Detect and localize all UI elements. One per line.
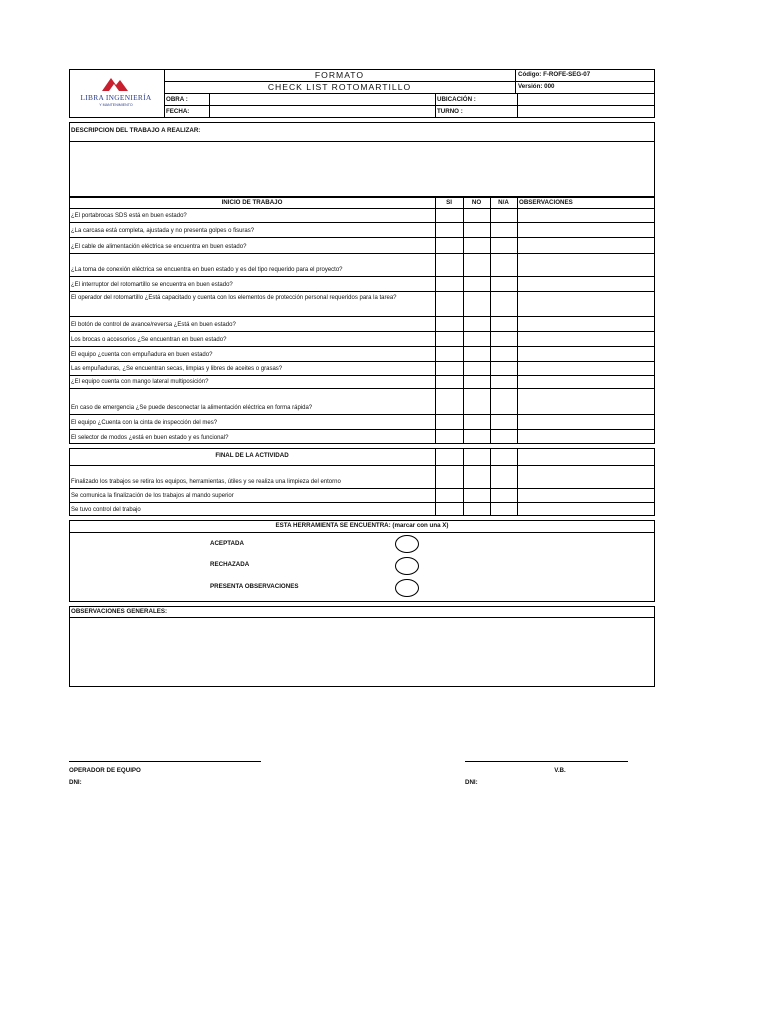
final-item-3-no-cell[interactable] [464, 503, 489, 515]
inicio-item-10-obs-cell[interactable] [518, 362, 654, 374]
inicio-item-3-obs-cell[interactable] [518, 238, 654, 252]
inicio-item-12-si-cell[interactable] [436, 389, 462, 413]
inicio-item-5-na-cell[interactable] [491, 277, 516, 290]
inicio-item-10-na-cell[interactable] [491, 362, 516, 374]
final-item-2-obs-cell[interactable] [518, 489, 654, 501]
document-version: Versión: 000 [518, 83, 555, 90]
ubicacion-field[interactable] [518, 94, 654, 105]
form-label: FORMATO [314, 70, 365, 80]
col-obs-header: OBSERVACIONES [519, 199, 573, 206]
operator-dni-label: DNI: [69, 779, 82, 786]
inicio-item-11-obs-cell[interactable] [518, 376, 654, 387]
inicio-item-12: En caso de emergencia ¿Se puede desconectar la alimentación eléctrica en forma rápida? [71, 405, 313, 411]
inicio-item-11-na-cell[interactable] [491, 376, 516, 387]
general-observations-label: OBSERVACIONES GENERALES: [71, 608, 168, 615]
option-aceptada-label: ACEPTADA [210, 540, 244, 547]
inicio-item-6-na-cell[interactable] [491, 292, 516, 315]
obra-field[interactable] [210, 94, 434, 105]
option-rechazada-label: RECHAZADA [210, 561, 250, 568]
final-item-2-na-cell[interactable] [491, 489, 516, 501]
inicio-item-2-si-cell[interactable] [436, 223, 462, 236]
inicio-item-13-na-cell[interactable] [491, 415, 516, 428]
ubicacion-label: UBICACIÓN : [437, 96, 476, 103]
inicio-item-2: ¿La carcasa está completa, ajustada y no presenta golpes o fisuras? [71, 228, 255, 234]
logo-name: LIBRA INGENIERÍA [80, 93, 152, 102]
inicio-item-5-obs-cell[interactable] [518, 277, 654, 290]
final-item-1: Finalizado los trabajos se retira los equipos, herramientas, útiles y se realiza una limpieza del entorno [71, 479, 341, 485]
col-si-header: SI [446, 199, 452, 206]
inicio-item-5-no-cell[interactable] [464, 277, 489, 290]
inicio-item-14-obs-cell[interactable] [518, 430, 654, 443]
obra-label: OBRA : [166, 96, 188, 103]
inicio-item-4-no-cell[interactable] [464, 254, 489, 275]
inicio-item-1-na-cell[interactable] [491, 209, 516, 221]
final-item-3-obs-cell[interactable] [518, 503, 654, 515]
vb-dni-label: DNI: [465, 779, 478, 786]
inicio-item-10: Las empuñaduras, ¿Se encuentran secas, limpias y libres de aceites o grasas? [71, 366, 283, 372]
col-no-header: NO [471, 199, 482, 206]
inicio-item-1-obs-cell[interactable] [518, 209, 654, 221]
inicio-item-3: ¿El cable de alimentación eléctrica se encuentra en buen estado? [71, 244, 247, 250]
form-title: CHECK LIST ROTOMARTILLO [267, 82, 412, 92]
inicio-item-14: El selector de modos ¿está en buen estado y es funcional? [71, 435, 229, 441]
option-observaciones-circle[interactable] [395, 579, 419, 597]
operator-label: OPERADOR DE EQUIPO [69, 767, 141, 774]
inicio-item-7-obs-cell[interactable] [518, 317, 654, 330]
status-heading: ESTA HERRAMIENTA SE ENCUENTRA: (marcar con una X) [275, 522, 449, 529]
vb-signature-line[interactable] [465, 761, 628, 762]
inicio-item-1-si-cell[interactable] [436, 209, 462, 221]
description-field[interactable] [70, 142, 654, 196]
inicio-item-13-no-cell[interactable] [464, 415, 489, 428]
inicio-item-13-si-cell[interactable] [436, 415, 462, 428]
inicio-item-6-no-cell[interactable] [464, 292, 489, 315]
inicio-item-9-si-cell[interactable] [436, 347, 462, 360]
turno-field[interactable] [518, 106, 654, 117]
inicio-item-2-no-cell[interactable] [464, 223, 489, 236]
logo-mountain-icon [100, 76, 130, 92]
logo-tagline: Y MANTENIMIENTO [99, 103, 133, 107]
inicio-item-12-obs-cell[interactable] [518, 389, 654, 413]
inicio-item-5: ¿El interruptor del rotomartillo se encuentra en buen estado? [71, 282, 233, 288]
inicio-item-14-na-cell[interactable] [491, 430, 516, 443]
inicio-item-2-na-cell[interactable] [491, 223, 516, 236]
general-observations-field[interactable] [70, 618, 654, 686]
inicio-item-9-obs-cell[interactable] [518, 347, 654, 360]
company-logo [72, 74, 160, 114]
inicio-item-4-si-cell[interactable] [436, 254, 462, 275]
inicio-item-8-na-cell[interactable] [491, 332, 516, 345]
inicio-item-12-na-cell[interactable] [491, 389, 516, 413]
inicio-item-7-no-cell[interactable] [464, 317, 489, 330]
col-na-header: N/A [498, 199, 509, 206]
inicio-item-4-obs-cell[interactable] [518, 254, 654, 275]
inicio-item-11: ¿El equipo cuenta con mango lateral multiposición? [71, 379, 209, 385]
inicio-item-6-si-cell[interactable] [436, 292, 462, 315]
inicio-item-7: El botón de control de avance/reversa ¿Está en buen estado? [71, 322, 236, 328]
inicio-item-8-obs-cell[interactable] [518, 332, 654, 345]
option-rechazada-circle[interactable] [395, 557, 419, 575]
fecha-label: FECHA: [166, 108, 190, 115]
inicio-item-14-no-cell[interactable] [464, 430, 489, 443]
inicio-item-4: ¿La toma de conexión eléctrica se encuentra en buen estado y es del tipo requerido para el proyecto? [71, 267, 343, 273]
operator-signature-line[interactable] [69, 761, 261, 762]
final-item-3: Se tuvo control del trabajo [71, 507, 141, 513]
inicio-item-1: ¿El portabrocas SDS está en buen estado? [71, 213, 187, 219]
inicio-item-11-no-cell[interactable] [464, 376, 489, 387]
inicio-item-4-na-cell[interactable] [491, 254, 516, 275]
turno-label: TURNO : [437, 108, 463, 115]
inicio-item-6-obs-cell[interactable] [518, 292, 654, 315]
vb-label: V.B. [554, 767, 566, 774]
inicio-item-3-si-cell[interactable] [436, 238, 462, 252]
inicio-item-3-no-cell[interactable] [464, 238, 489, 252]
inicio-item-2-obs-cell[interactable] [518, 223, 654, 236]
inicio-item-14-si-cell[interactable] [436, 430, 462, 443]
final-item-2-no-cell[interactable] [464, 489, 489, 501]
option-aceptada-circle[interactable] [395, 535, 419, 553]
final-item-2: Se comunica la finalización de los trabajos al mando superior [71, 493, 234, 499]
inicio-item-12-no-cell[interactable] [464, 389, 489, 413]
inicio-item-3-na-cell[interactable] [491, 238, 516, 252]
inicio-heading: INICIO DE TRABAJO [221, 199, 283, 206]
inicio-item-10-si-cell[interactable] [436, 362, 462, 374]
document-code: Código: F-ROFE-SEG-07 [518, 71, 591, 78]
final-item-1-si-cell[interactable] [436, 466, 462, 487]
final-item-1-na-cell[interactable] [491, 466, 516, 487]
inicio-item-7-na-cell[interactable] [491, 317, 516, 330]
inicio-item-13-obs-cell[interactable] [518, 415, 654, 428]
inicio-item-11-si-cell[interactable] [436, 376, 462, 387]
inicio-item-8-si-cell[interactable] [436, 332, 462, 345]
final-item-1-obs-cell[interactable] [518, 466, 654, 487]
inicio-item-8-no-cell[interactable] [464, 332, 489, 345]
inicio-item-9: El equipo ¿cuenta con empuñadura en buen estado? [71, 352, 213, 358]
inicio-item-5-si-cell[interactable] [436, 277, 462, 290]
final-item-1-no-cell[interactable] [464, 466, 489, 487]
inicio-item-6: El operador del rotomartillo ¿Está capacitado y cuenta con los elementos de protección personal requeridos para la tarea? [71, 295, 397, 301]
fecha-field[interactable] [210, 106, 434, 117]
inicio-item-13: El equipo ¿Cuenta con la cinta de inspección del mes? [71, 420, 218, 426]
final-item-3-si-cell[interactable] [436, 503, 462, 515]
inicio-item-7-si-cell[interactable] [436, 317, 462, 330]
final-heading: FINAL DE LA ACTIVIDAD [215, 452, 289, 459]
final-item-2-si-cell[interactable] [436, 489, 462, 501]
option-observaciones-label: PRESENTA OBSERVACIONES [210, 583, 299, 590]
inicio-item-8: Los brocas o accesorios ¿Se encuentran en buen estado? [71, 337, 227, 343]
final-item-3-na-cell[interactable] [491, 503, 516, 515]
inicio-item-9-no-cell[interactable] [464, 347, 489, 360]
inicio-item-9-na-cell[interactable] [491, 347, 516, 360]
inicio-item-10-no-cell[interactable] [464, 362, 489, 374]
description-label: DESCRIPCION DEL TRABAJO A REALIZAR: [71, 127, 201, 134]
inicio-item-1-no-cell[interactable] [464, 209, 489, 221]
